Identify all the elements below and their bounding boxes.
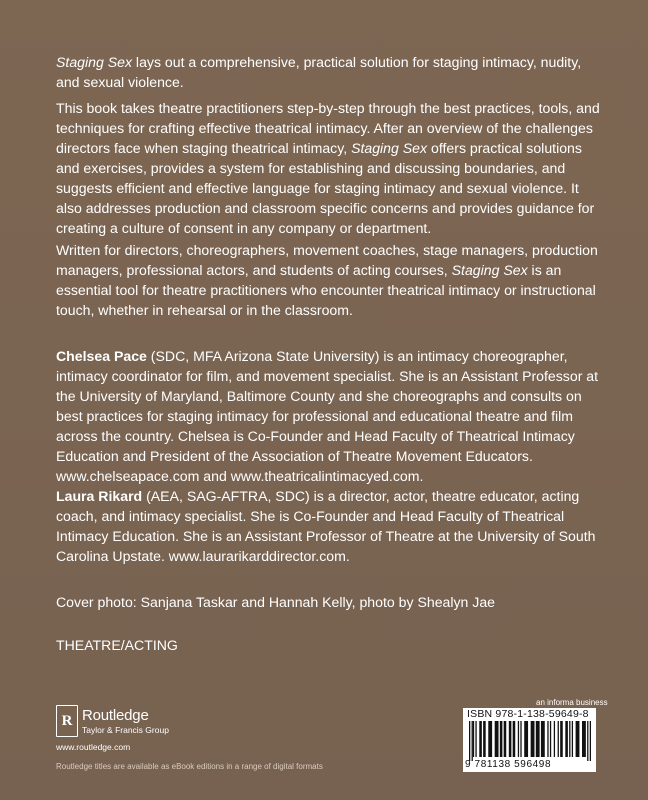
publisher-url: www.routledge.com — [56, 742, 131, 752]
barcode-guard-bar — [587, 721, 588, 761]
barcode-bar — [550, 721, 551, 757]
description-text: offers practical solutions and exercises, provides a system for establishing and discussing boundaries, and suggests efficient and effective language for staging intimacy and sexual violence. It also addresses production and classroom specific concerns and provides guidance for creating a culture of consent in any company or department. — [56, 140, 595, 236]
publisher-block — [56, 703, 336, 753]
barcode-guard-bar — [472, 721, 473, 761]
barcode-bar — [531, 721, 535, 757]
logo-letter: R — [61, 712, 73, 729]
barcode-bar — [518, 721, 519, 757]
barcode-bar — [473, 721, 474, 757]
author-bio-chelsea-pace — [56, 346, 604, 486]
barcode-bar — [524, 721, 528, 757]
author-name: Chelsea Pace — [56, 348, 147, 364]
barcode-bar — [569, 721, 570, 757]
author-bio-text: (SDC, MFA Arizona State University) is an intimacy choreographer, intimacy coordinator for film, and movement specialist. She is an Assistant Professor at the University of Maryland, Baltimore County and she choreographs and consults on best practices for staging intimacy for professional and educational theatre and film across the country. Chelsea is Co-Founder and Head Faculty of Theatrical Intimacy Education and President of the Association of Theatre Movement Educators. www.chelseapace.com and www.theatricalintimacyed.com. — [56, 348, 599, 484]
isbn-barcode — [463, 708, 596, 772]
book-title-italic: Staging Sex — [451, 262, 528, 278]
barcode-bar — [513, 721, 516, 757]
ebook-note: Routledge titles are available as eBook editions in a range of digital formats — [56, 762, 323, 771]
description-text: is an essential tool for theatre practitioners who encounter theatrical intimacy or instructional touch, whether in rehearsal or in the classroom. — [56, 262, 596, 318]
barcode-bar — [560, 721, 563, 757]
barcode-bar — [495, 721, 499, 757]
barcode-bar — [509, 721, 512, 757]
book-title-italic: Staging Sex — [351, 140, 428, 156]
author-bio-laura-rikard — [56, 486, 604, 566]
barcode-bar — [547, 721, 548, 757]
barcode-bar — [483, 721, 486, 757]
barcode-bars — [469, 721, 591, 761]
routledge-logo-icon — [56, 705, 78, 737]
cover-photo-credit: Cover photo: Sanjana Taskar and Hannah Kelly, photo by Shealyn Jae — [56, 594, 496, 610]
isbn-number: ISBN 978-1-138-59649-8 — [467, 708, 589, 720]
barcode-bar — [520, 721, 521, 757]
barcode-bar — [541, 721, 545, 757]
publisher-name: Routledge — [82, 707, 149, 724]
publisher-group: Taylor & Francis Group — [82, 725, 169, 735]
description-intro — [56, 52, 604, 92]
author-name: Laura Rikard — [56, 488, 143, 504]
description-body — [56, 98, 604, 238]
barcode-bar — [576, 721, 580, 757]
informa-tagline: an informa business — [536, 698, 608, 707]
barcode-guard-bar — [590, 721, 591, 761]
barcode-bar — [572, 721, 573, 757]
barcode-bar — [565, 721, 568, 757]
barcode-bar — [479, 721, 482, 757]
barcode-digits: 9 781138 596498 — [465, 759, 552, 770]
description-text: lays out a comprehensive, practical solution for staging intimacy, nudity, and sexual violence. — [56, 54, 582, 90]
description-text: Written for directors, choreographers, movement coaches, stage managers, production managers, professional actors, and students of acting courses, — [56, 242, 598, 278]
barcode-guard-bar — [469, 721, 470, 761]
barcode-bar — [582, 721, 586, 757]
description-text: This book takes theatre practitioners step-by-step through the best practices, tools, and techniques for crafting effective theatrical intimacy. After an overview of the challenges directors face when staging theatrical intimacy, — [56, 100, 600, 156]
barcode-bar — [475, 721, 476, 757]
barcode-bar — [500, 721, 503, 757]
author-bio-text: (AEA, SAG-AFTRA, SDC) is a director, actor, theatre educator, acting coach, and intimacy specialist. She is Co-Founder and Head Faculty of Theatrical Intimacy Education. She is an Assistant Professor of Theatre at the University of South Carolina Upstate. www.laurarikarddirector.com. — [56, 488, 596, 564]
barcode-bar — [554, 721, 555, 757]
barcode-bar — [488, 721, 492, 757]
subject-category: THEATRE/ACTING — [56, 637, 178, 653]
barcode-bar — [536, 721, 540, 757]
book-title-italic: Staging Sex — [56, 54, 133, 70]
barcode-bar — [558, 721, 559, 757]
barcode-bar — [504, 721, 507, 757]
description-audience — [56, 240, 604, 320]
